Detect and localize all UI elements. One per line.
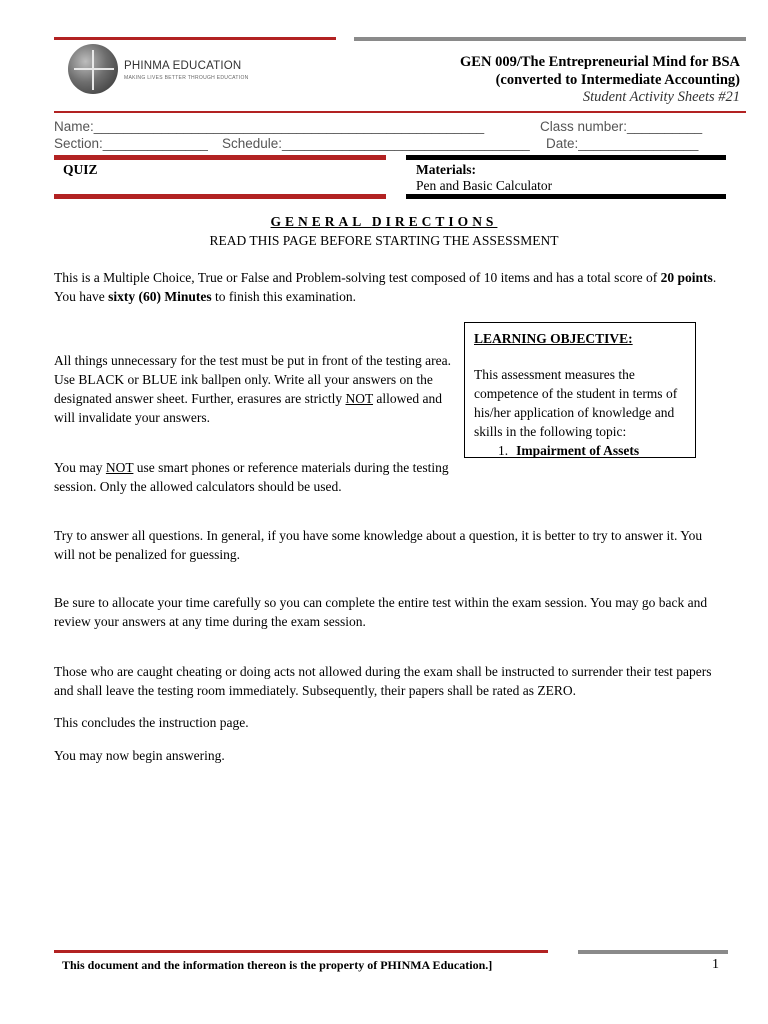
- paragraph-conclusion: This concludes the instruction page.: [54, 715, 249, 730]
- brand-tagline: MAKING LIVES BETTER THROUGH EDUCATION: [124, 75, 249, 81]
- materials-label: Materials:: [416, 162, 476, 177]
- paragraph-time: Be sure to allocate your time carefully so you can complete the entire test within the exam session. You may go back and review your answers at any time during the exam session.: [54, 595, 708, 629]
- paragraph-devices: [54, 458, 458, 496]
- intro-text-3: to finish this examination.: [211, 289, 357, 304]
- intro-text: This is a Multiple Choice, True or False and Problem-solving test composed of 10 items and has a total score of: [54, 270, 658, 285]
- paragraph-intro: [54, 268, 724, 306]
- header-rule-gray: [354, 37, 746, 41]
- quiz-top-rule: [54, 155, 386, 160]
- paragraph-cheating: Those who are caught cheating or doing acts not allowed during the exam shall be instructed to surrender their test papers and shall leave the testing room immediately. Subsequently, their papers shall be rated as ZERO.: [54, 664, 712, 698]
- learning-objective-item: [474, 441, 686, 460]
- course-title: [460, 53, 740, 89]
- course-title-line2: (converted to Intermediate Accounting): [495, 72, 740, 88]
- paragraph-begin: You may now begin answering.: [54, 748, 225, 763]
- section-field: Section:______________: [54, 136, 208, 151]
- general-directions-subtitle: READ THIS PAGE BEFORE STARTING THE ASSESSMENT: [209, 233, 559, 248]
- paragraph-guessing: Try to answer all questions. In general, if you have some knowledge about a question, it is better to try to answer it. You will not be penalized for guessing.: [54, 528, 703, 562]
- footer-rule-gray: [578, 950, 728, 954]
- quiz-bottom-rule: [54, 194, 386, 199]
- page-number: 1: [712, 957, 719, 972]
- rules-not: NOT: [345, 391, 373, 406]
- header-rule-red: [54, 37, 336, 40]
- class-number-field: Class number:__________: [540, 119, 703, 134]
- time-limit: sixty (60) Minutes: [108, 289, 212, 304]
- learning-objective-title: LEARNING OBJECTIVE:: [474, 331, 633, 346]
- rules-text: All things unnecessary for the test must be put in front of the testing area. Use BLACK or BLUE ink ballpen only. Write all your answers on the designated answer sheet. Further, erasures are strictly: [54, 353, 452, 406]
- schedule-field: Schedule:_________________________________: [222, 136, 530, 151]
- header-divider: [54, 111, 746, 113]
- footer-property-notice: This document and the information thereon is the property of PHINMA Education.]: [62, 958, 493, 972]
- learning-objective-item-number: 1.: [498, 443, 509, 458]
- rules-text-2: allowed and will invalidate your answers.: [54, 391, 442, 425]
- date-field: Date:________________: [546, 136, 699, 151]
- general-directions-title: GENERAL DIRECTIONS: [270, 214, 498, 229]
- devices-text-2: use smart phones or reference materials during the testing session. Only the allowed calculators should be used.: [54, 460, 449, 494]
- materials-value: Pen and Basic Calculator: [416, 178, 553, 193]
- phinma-logo-icon: [68, 44, 118, 94]
- materials-bottom-rule: [406, 194, 726, 199]
- sheet-label: Student Activity Sheets #21: [582, 89, 740, 105]
- learning-objective-item-text: Impairment of Assets: [516, 443, 640, 458]
- paragraph-materials-rules: [54, 351, 458, 427]
- devices-not: NOT: [105, 460, 134, 475]
- quiz-label: QUIZ: [63, 162, 98, 177]
- brand-name: PHINMA EDUCATION: [124, 60, 242, 72]
- learning-objective-box: [464, 322, 696, 458]
- learning-objective-body: This assessment measures the competence of the student in terms of his/her application of knowledge and skills in the following topic:: [474, 367, 678, 439]
- total-score: 20 points: [660, 270, 713, 285]
- footer-rule-red: [54, 950, 548, 953]
- devices-text: You may: [54, 460, 106, 475]
- course-title-line1: GEN 009/The Entrepreneurial Mind for BSA: [460, 54, 740, 70]
- materials-top-rule: [406, 155, 726, 160]
- name-field: Name:____________________________________________________: [54, 119, 485, 134]
- intro-text-2: . You have: [54, 270, 717, 304]
